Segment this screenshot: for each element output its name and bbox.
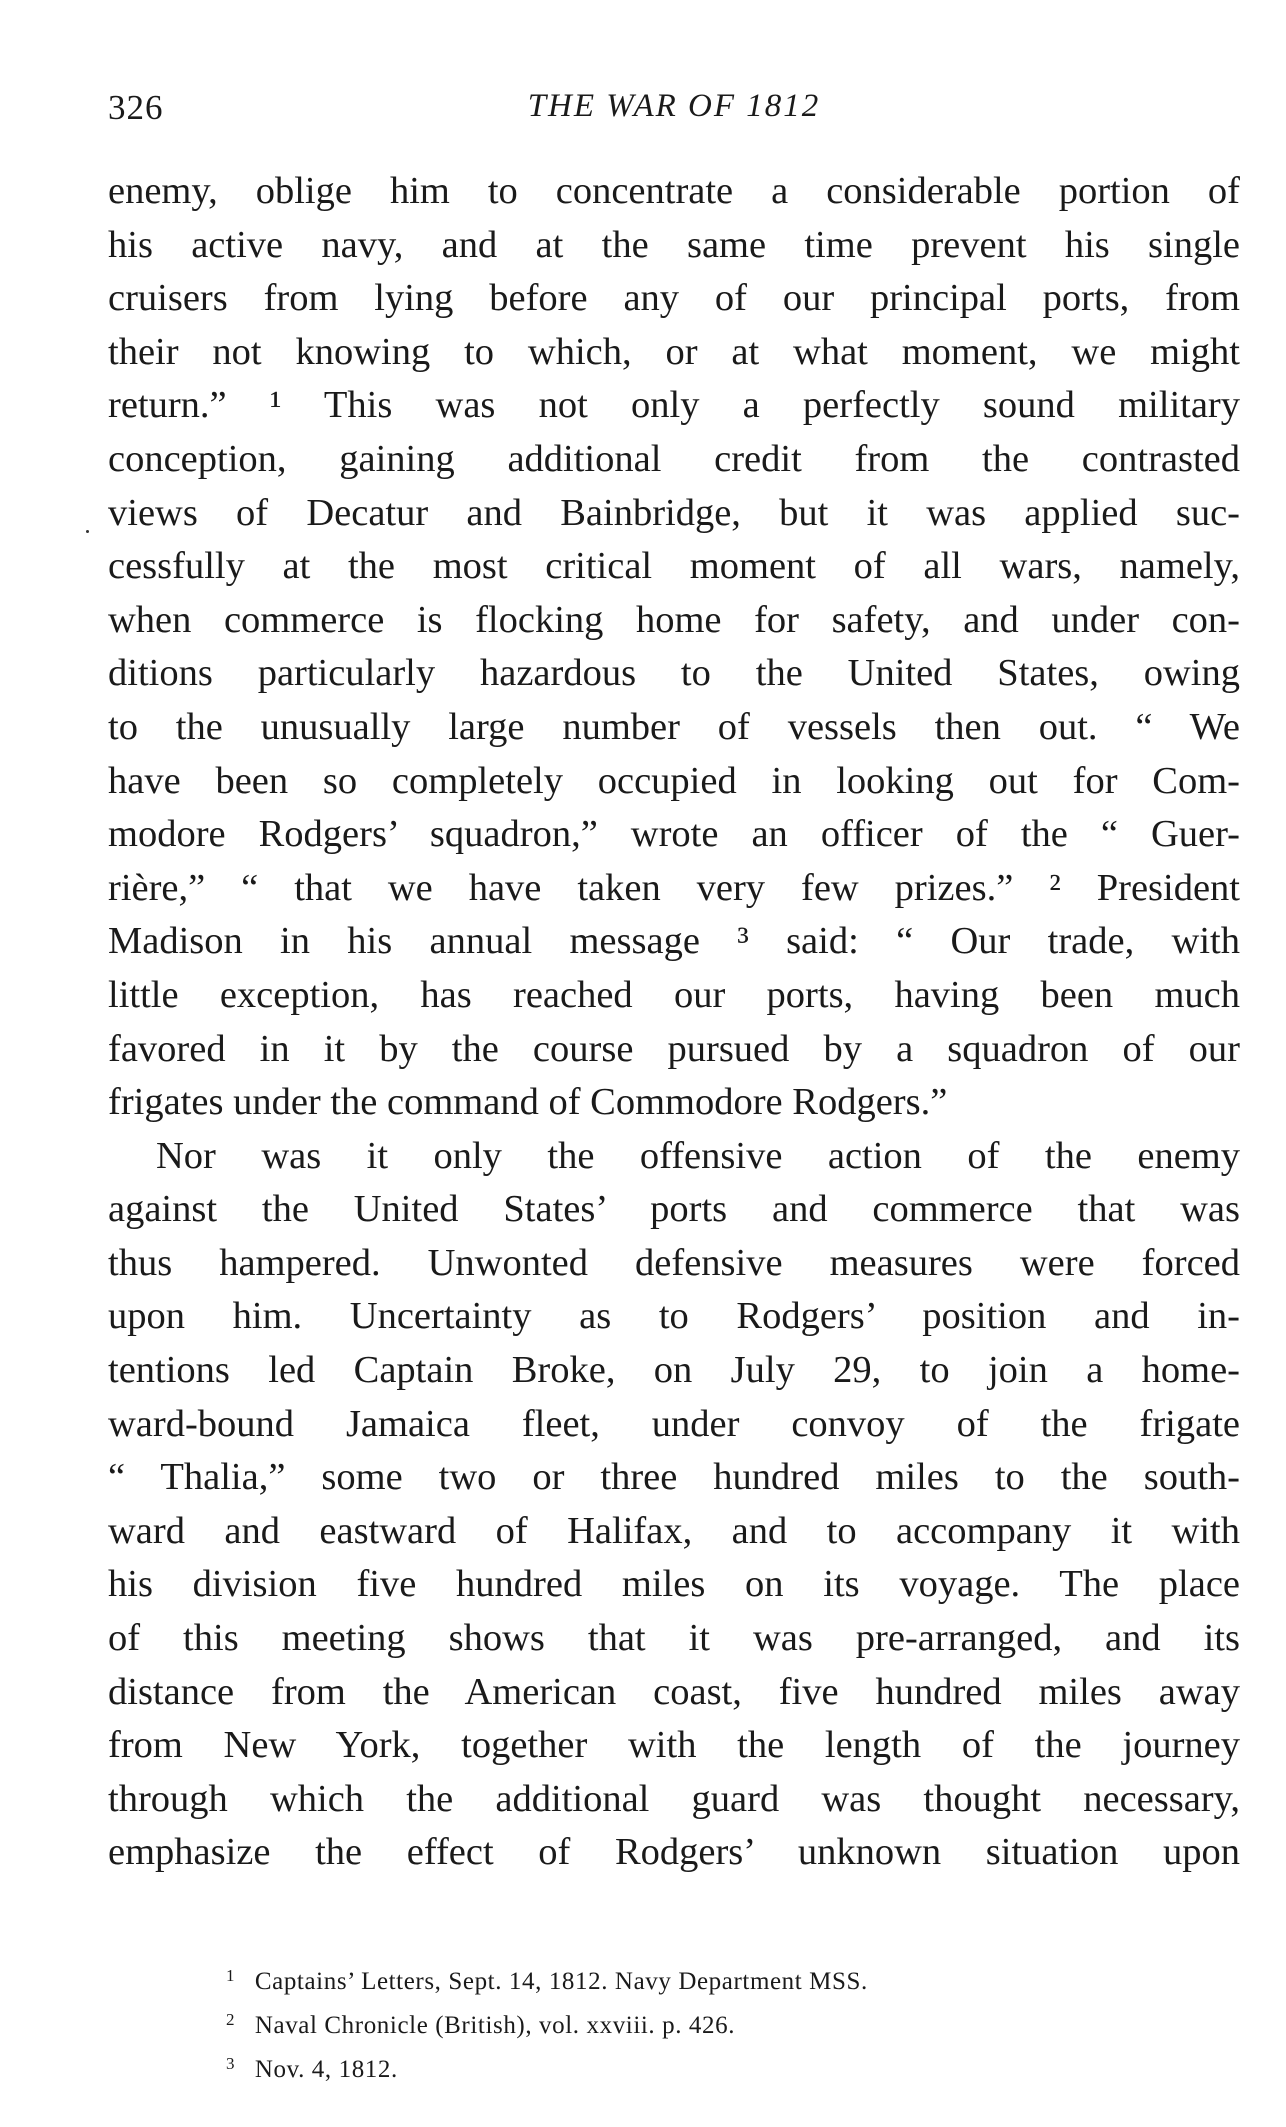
text-line: tentions led Captain Broke, on July 29, to join a home-	[108, 1349, 1240, 1392]
margin-speck	[86, 530, 89, 533]
text-line: of this meeting shows that it was pre-arranged, and its	[108, 1617, 1240, 1660]
footnotes	[226, 1957, 1186, 2089]
text-line: from New York, together with the length of the journey	[108, 1724, 1240, 1767]
text-line: upon him. Uncertainty as to Rodgers’ position and in-	[108, 1295, 1240, 1338]
text-line: cruisers from lying before any of our principal ports, from	[108, 277, 1240, 320]
text-line: ward-bound Jamaica fleet, under convoy of the frigate	[108, 1402, 1240, 1445]
footnote-marker: 3	[226, 2054, 236, 2073]
text-line: when commerce is flocking home for safety, and under con-	[108, 598, 1240, 641]
text-line: his active navy, and at the same time prevent his single	[108, 223, 1240, 266]
paragraph-start-line: Nor was it only the offensive action of the enemy	[156, 1134, 1240, 1177]
text-line: emphasize the effect of Rodgers’ unknown situation upon	[108, 1831, 1240, 1874]
text-line: return.” ¹ This was not only a perfectly sound military	[108, 384, 1240, 427]
body-text	[108, 165, 1240, 1880]
footnote-text: Naval Chronicle (British), vol. xxviii. p. 426.	[254, 2012, 736, 2039]
text-line: little exception, has reached our ports, having been much	[108, 973, 1240, 1016]
text-line: distance from the American coast, five hundred miles away	[108, 1670, 1240, 1713]
text-line: enemy, oblige him to concentrate a considerable portion of	[108, 170, 1240, 212]
page-number: 326	[108, 88, 164, 127]
footnote-text: Captains’ Letters, Sept. 14, 1812. Navy Department MSS.	[254, 1968, 868, 1995]
text-line: conception, gaining additional credit from the contrasted	[108, 437, 1240, 480]
text-line: have been so completely occupied in looking out for Com-	[108, 759, 1240, 802]
text-line: ditions particularly hazardous to the United States, owing	[108, 652, 1240, 695]
text-line: cessfully at the most critical moment of all wars, namely,	[108, 545, 1240, 588]
footnote-marker: 1	[226, 1966, 236, 1985]
text-line: to the unusually large number of vessels then out. “ We	[108, 705, 1240, 748]
text-line: ward and eastward of Halifax, and to accompany it with	[108, 1509, 1240, 1552]
text-line: Madison in his annual message ³ said: “ Our trade, with	[108, 920, 1240, 963]
paragraph-end-line: frigates under the command of Commodore Rodgers.”	[108, 1081, 948, 1124]
footnote-marker: 2	[226, 2010, 236, 2029]
footnote-text: Nov. 4, 1812.	[254, 2056, 398, 2083]
text-line: views of Decatur and Bainbridge, but it was applied suc-	[108, 491, 1240, 534]
footnote-1	[226, 1957, 1186, 2001]
text-line: against the United States’ ports and commerce that was	[108, 1188, 1240, 1231]
text-line: their not knowing to which, or at what moment, we might	[108, 330, 1240, 373]
text-line: through which the additional guard was thought necessary,	[108, 1777, 1240, 1820]
text-line: favored in it by the course pursued by a squadron of our	[108, 1027, 1240, 1070]
footnote-2	[226, 2001, 1186, 2045]
text-line: “ Thalia,” some two or three hundred miles to the south-	[108, 1456, 1240, 1499]
page-header	[108, 88, 1240, 136]
text-line: modore Rodgers’ squadron,” wrote an officer of the “ Guer-	[108, 813, 1240, 856]
running-title: THE WAR OF 1812	[527, 88, 821, 124]
footnote-3	[226, 2045, 1186, 2089]
text-line: rière,” “ that we have taken very few prizes.” ² President	[108, 866, 1240, 909]
text-line: his division five hundred miles on its voyage. The place	[108, 1563, 1240, 1606]
text-line: thus hampered. Unwonted defensive measures were forced	[108, 1241, 1240, 1284]
